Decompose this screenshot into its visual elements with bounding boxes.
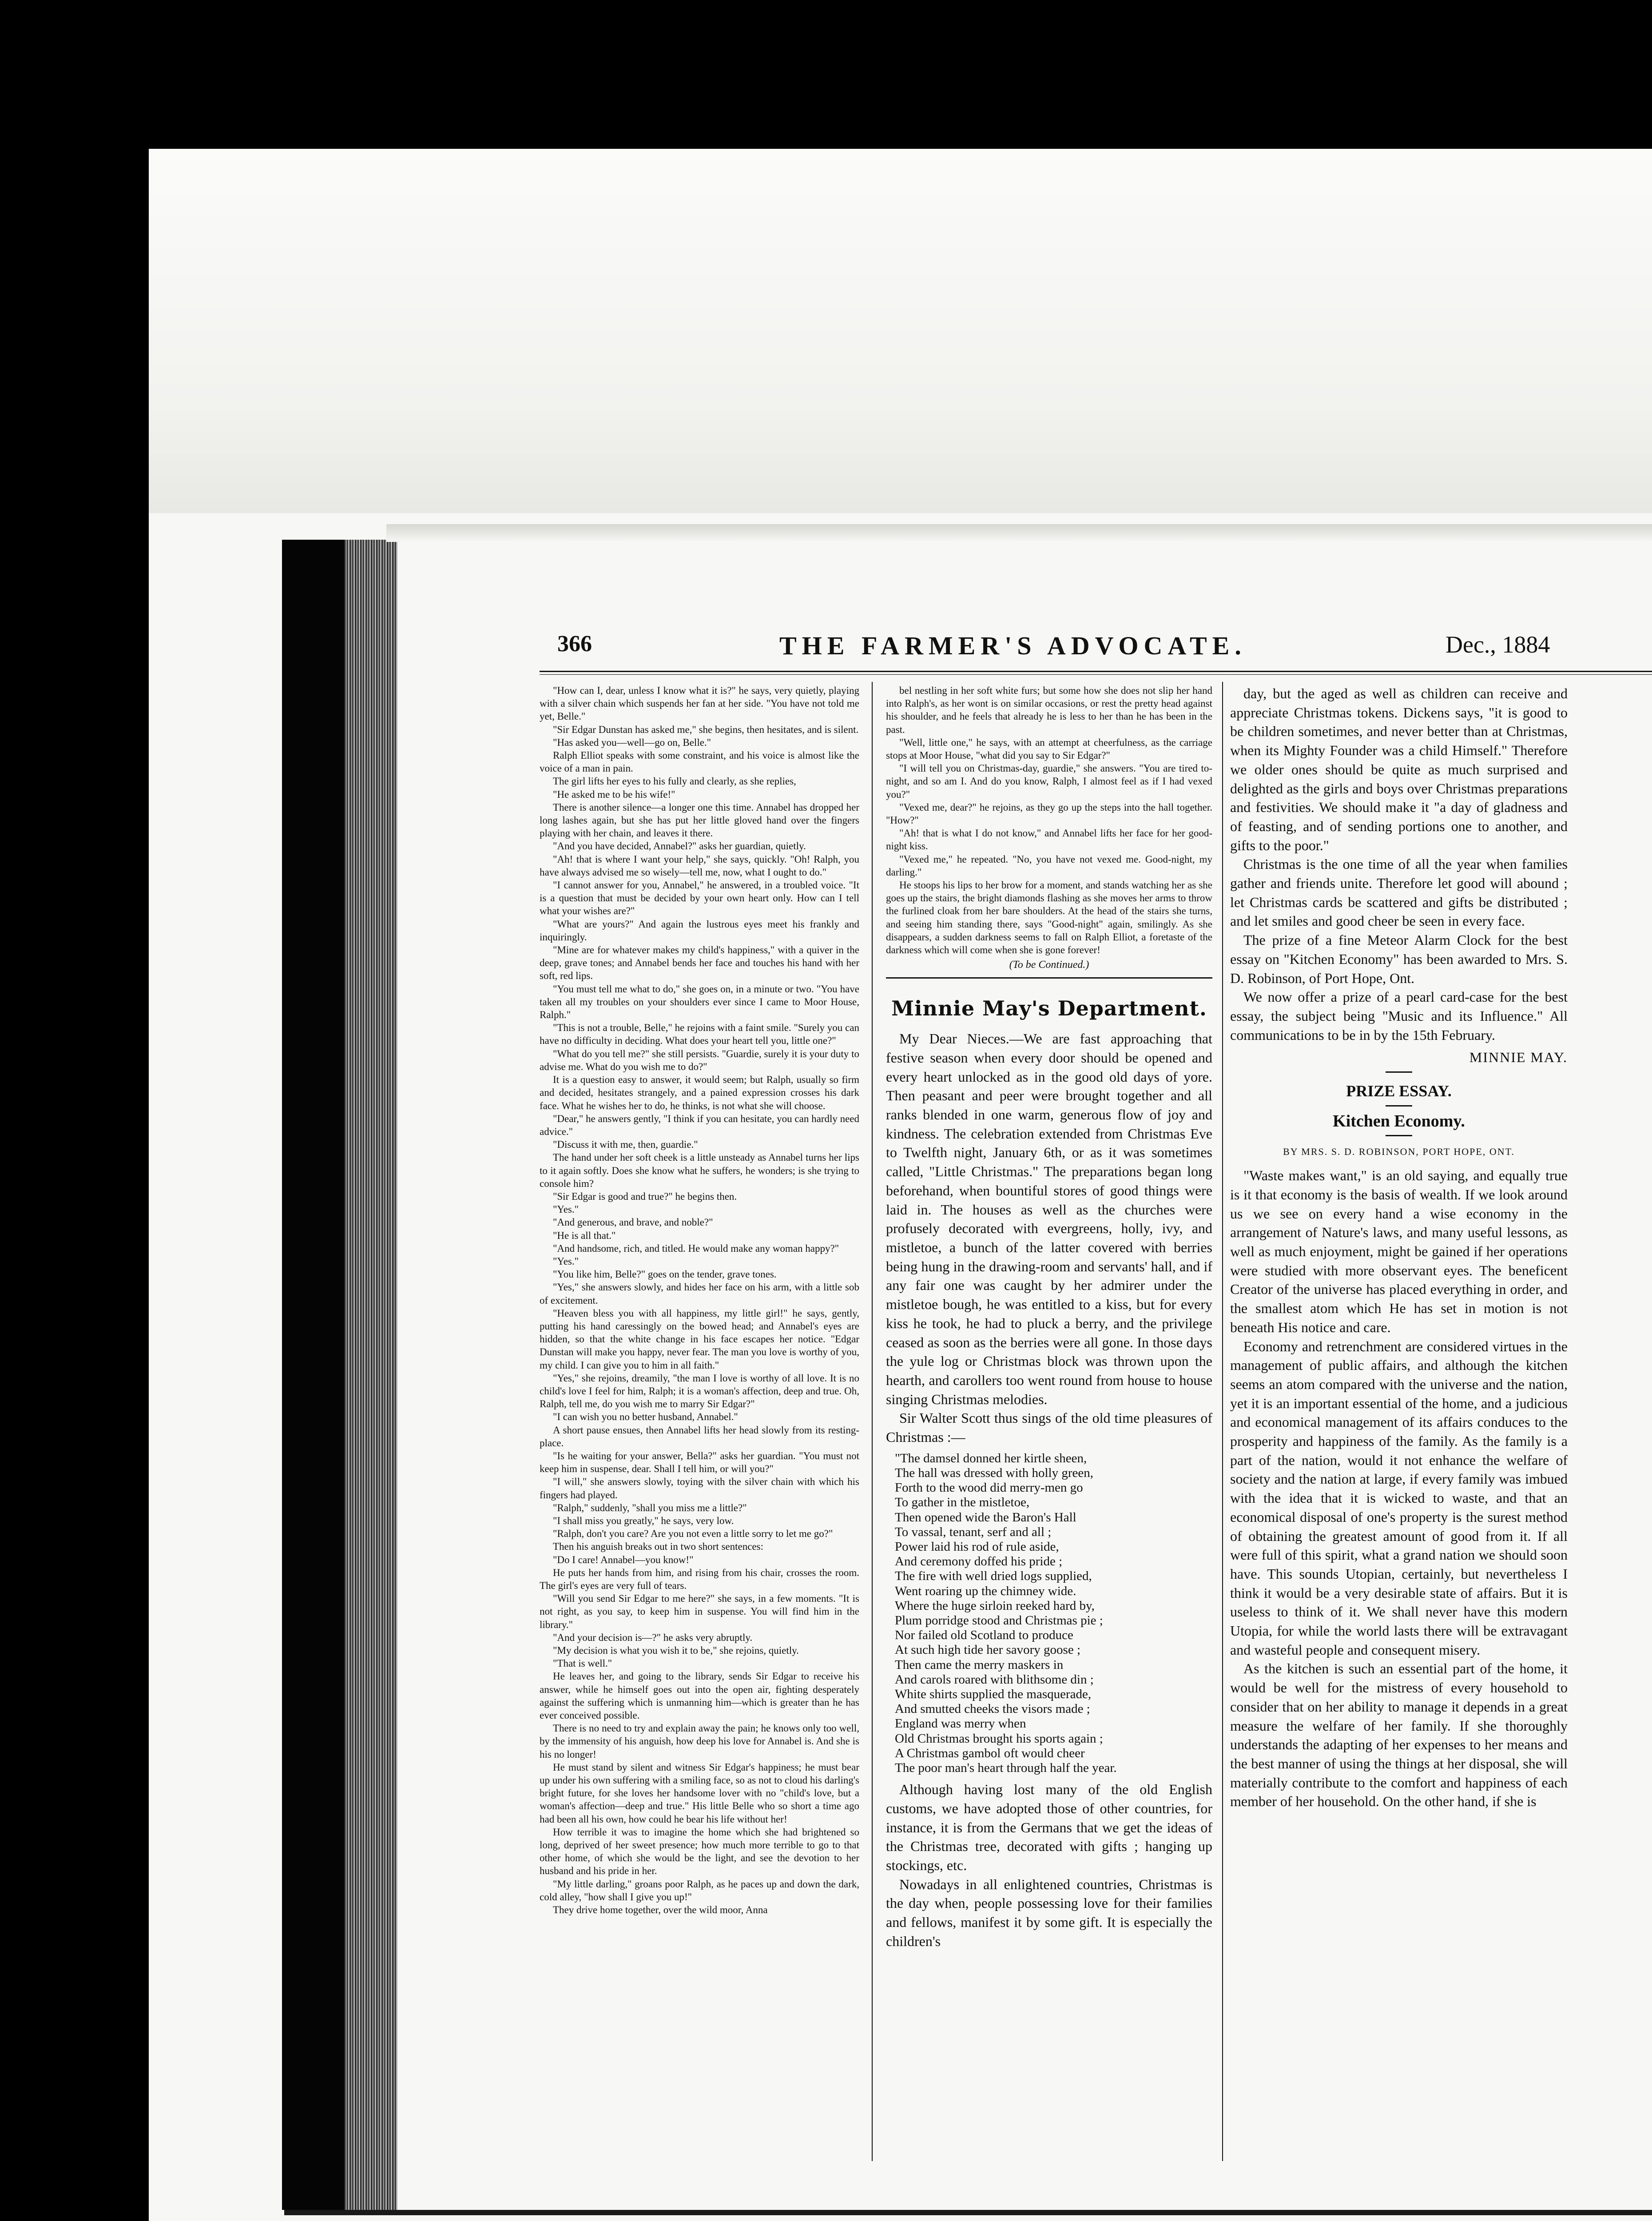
book-shadow [149,149,1652,513]
story-paragraph: "You must tell me what to do," she goes on, in a minute or two. "You have taken all my troubles on your shoulders ever since I came to Moor House, Ralph." [540,983,859,1021]
story-paragraph: It is a question easy to answer, it would seem; but Ralph, usually so firm and decided, hesitates strangely, and a pained expression crosses his dark face. What he wishes her to do, he thinks, is not what she will choose. [540,1074,859,1111]
page-top-edge [386,524,1652,542]
issue-date: Dec., 1884 [1446,631,1550,658]
page-header [557,631,1636,662]
poem-line: Old Christmas brought his sports again ; [895,1731,1103,1746]
story-paragraph: "And handsome, rich, and titled. He would make any woman happy?" [553,1242,839,1254]
story-paragraph: There is another silence—a longer one this time. Annabel has dropped her long lashes again, but she has put her little gloved hand over the fingers playing with her chain, and leaves it there. [540,801,859,839]
story-paragraph: "What are yours?" And again the lustrous eyes meet his frankly and inquiringly. [540,918,859,943]
department-title: Minnie May's Department. [891,996,1207,1021]
story-paragraph: "My little darling," groans poor Ralph, as he paces up and down the dark, cold alley, "how shall I give you up!" [540,1878,859,1903]
prize-heading: PRIZE ESSAY. [1346,1082,1452,1100]
story-paragraph: "Vexed me," he repeated. "No, you have not vexed me. Good-night, my darling." [886,853,1212,878]
poem-line: England was merry when [895,1716,1026,1731]
poem-line: A Christmas gambol oft would cheer [895,1746,1085,1760]
story-paragraph: The hand under her soft cheek is a little unsteady as Annabel turns her lips to it again softly. Does she know what he suffers, he wonders; is she trying to console him? [540,1152,859,1189]
poem-line: To gather in the mistletoe, [895,1495,1030,1510]
poem-line: At such high tide her savory goose ; [895,1643,1081,1657]
divider [1386,1071,1412,1073]
essay-paragraph: As the kitchen is such an essential part of the home, it would be well for the mistress of every household to consider that on her ability to manage it depends in a great measure the welfare of her family. If she thoroughly understands the adapting of her expenses to her means and the best manner of using the things at her disposal, she will materially contribute to the comfort and happiness of each member of her household. On the other hand, if she is [1230,1660,1568,1810]
letter-paragraph: day, but the aged as well as children can receive and appreciate Christmas tokens. Dickens says, "it is good to be children sometimes, and never better than at Christmas, when its Mighty Founder was a child Himself." Therefore we older ones should be quite as much surprised and delighted as the girls and boys over Christmas preparations and festivities. We should make it "a day of gladness and of feasting, and of sending portions one to another, and gifts to the poor." [1230,685,1568,853]
story-paragraph: The girl lifts her eyes to his fully and clearly, as she replies, [553,776,796,787]
story-paragraph: "I will," she answers slowly, toying with the silver chain with which his fingers had played. [540,1476,859,1501]
story-paragraph: "My decision is what you wish it to be," she rejoins, quietly. [553,1645,799,1656]
section-rule [886,977,1212,979]
letter-paragraph: Christmas is the one time of all the year when families gather and friends unite. Therefore let good will abound ; let Christmas cards be scattered and gifts be distributed ; and let smiles and good cheer be seen in every face. [1230,856,1568,929]
story-paragraph: "Dear," he answers gently, "I think if you can hesitate, you can hardly need advice." [540,1113,859,1137]
poem-line: The fire with well dried logs supplied, [895,1569,1092,1584]
continued-notice: (To be Continued.) [1009,959,1089,971]
story-paragraph: Then his anguish breaks out in two short sentences: [553,1541,763,1552]
story-paragraph: He must stand by silent and witness Sir Edgar's happiness; he must bear up under his own suffering with a smiling face, so as not to cloud his darling's bright future, for she loves her handsome lover with no "child's love, but a woman's affection—deep and true." His little Belle who so short a time ago had been all his own, how could he bear his life without her! [540,1761,859,1825]
story-paragraph: "How can I, dear, unless I know what it is?" he says, very quietly, playing with a silver chain which suspends her fan at her side. "You have not told me yet, Belle." [540,685,859,722]
poem-line: And carols roared with blithsome din ; [895,1672,1094,1687]
story-paragraph: "Discuss it with me, then, guardie." [553,1139,698,1150]
column-divider-2 [1222,682,1223,2161]
story-paragraph: "Is he waiting for your answer, Bella?" asks her guardian. "You must not keep him in suspense, dear. Shall I tell him, or will you?" [540,1450,859,1475]
story-paragraph: "Do I care! Annabel—you know!" [553,1554,694,1565]
story-paragraph: "Ah! that is where I want your help," she says, quickly. "Oh! Ralph, you have always advised me so wisely—tell me, now, what I ought to do." [540,853,859,878]
letter-paragraph: Sir Walter Scott thus sings of the old time pleasures of Christmas :— [886,1410,1212,1445]
poem-line: Power laid his rod of rule aside, [895,1539,1059,1554]
letter-paragraph: My Dear Nieces.—We are fast approaching that festive season when every door should be opened and every heart unlocked as in the good old days of yore. Then peasant and peer were brought together and all ranks blended in one warm, generous flow of joy and kindness. The celebration extended from Christmas Eve to Twelfth night, January 6th, or as it was sometimes called, "Little Christmas." The preparations began long beforehand, when bountiful stores of good things were laid in. The houses as well as the churches were profusely decorated with evergreens, holly, ivy, and mistletoe, a bunch of the latter covered with berries being hung in the drawing-room and servants' hall, and if any fair one was caught by her admirer under the mistletoe bough, he was entitled to a kiss, but for every kiss he took, he had to pluck a berry, and the privilege ceased as soon as the berries were all gone. In those days the yule log or Christmas block was thrown upon the hearth, and carollers too went round from house to house singing Christmas melodies. [886,1031,1212,1407]
masthead-title: THE FARMER'S ADVOCATE. [779,631,1247,660]
prize-essay-column [1230,684,1568,1811]
story-paragraph: Ralph Elliot speaks with some constraint, and his voice is almost like the voice of a man in pain. [540,750,859,774]
story-paragraph: "Mine are for whatever makes my child's happiness," with a quiver in the deep, grave tones; and Annabel bends her face and touches his hand with her soft, red lips. [540,944,859,982]
signature: MINNIE MAY. [1469,1049,1568,1066]
story-paragraph: "I shall miss you greatly," he says, very low. [553,1515,734,1526]
essay-paragraph: "Waste makes want," is an old saying, and equally true is it that economy is the basis of wealth. If we look around us we see on every hand a wise economy in the arrangement of Nature's laws, and many useful lessons, as well as much enjoyment, might be gained if her operations were studied with more observant eyes. The beneficent Creator of the universe has placed everything in order, and the smallest atom which He has set in motion is not beneath His notice and care. [1230,1167,1568,1335]
poem-line: Where the huge sirloin reeked hard by, [895,1598,1095,1613]
story-paragraph: "That is well." [553,1658,612,1669]
header-rule [540,671,1652,672]
page-number: 366 [557,631,592,657]
column-divider-1 [872,682,873,2161]
story-paragraph: "Yes." [553,1255,579,1267]
poem-line: And smutted cheeks the visors made ; [895,1702,1090,1716]
divider [1386,1105,1412,1107]
story-paragraph: He leaves her, and going to the library, sends Sir Edgar to receive his answer, while he himself goes out into the open air, fighting desperately against the suffering which is unmanning him—which is greater than he has ever conceived possible. [540,1671,859,1721]
story-paragraph: "And your decision is—?" he asks very abruptly. [553,1632,753,1643]
story-paragraph: He puts her hands from him, and rising from his chair, crosses the room. The girl's eyes are very full of tears. [540,1567,859,1592]
story-paragraph: "Ralph," suddenly, "shall you miss me a little?" [553,1502,747,1513]
poem-line: Then came the merry maskers in [895,1657,1064,1672]
story-paragraph: "Ah! that is what I do not know," and Annabel lifts her face for her good-night kiss. [886,828,1212,852]
story-paragraph: He stoops his lips to her brow for a moment, and stands watching her as she goes up the stairs, the bright diamonds flashing as she moves her arms to throw the furlined cloak from her bare shoulders. At the head of the stairs she turns, and seeing him standing there, says "Good-night" again, smilingly. As she disappears, a sudden darkness seems to fall on Ralph Elliot, a foretaste of the darkness which will come when she is gone forever! [886,880,1212,956]
poem-line: Nor failed old Scotland to produce [895,1628,1073,1643]
story-paragraph: A short pause ensues, then Annabel lifts her head slowly from its resting-place. [540,1424,859,1449]
story-paragraph: "You like him, Belle?" goes on the tender, grave tones. [553,1269,777,1280]
divider [1386,1135,1412,1136]
story-paragraph: "Has asked you—well—go on, Belle." [553,736,711,748]
story-paragraph: "I will tell you on Christmas-day, guardie," she answers. "You are tired to-night, and so am I. And do you know, Ralph, I almost feel as if I had vexed you?" [886,763,1212,800]
story-paragraph: "Well, little one," he says, with an attempt at cheerfulness, as the carriage stops at Moor House, "what did you say to Sir Edgar?" [886,736,1212,761]
page-edges [344,540,397,2210]
poem-line: To vassal, tenant, serf and all ; [895,1524,1052,1539]
story-paragraph: They drive home together, over the wild moor, Anna [553,1904,768,1916]
story-paragraph: "Yes," she answers slowly, and hides her face on his arm, with a little sob of excitement. [540,1282,859,1306]
letter-paragraph: We now offer a prize of a pearl card-case for the best essay, the subject being "Music and its Influence." All communications to be in by the 15th February. [1230,989,1568,1043]
story-paragraph: "Vexed me, dear?" he rejoins, as they go up the steps into the hall together. "How?" [886,801,1212,826]
minnie-may-column [886,684,1212,1951]
page-bottom-edge [284,2210,1652,2215]
story-column [540,684,859,1916]
poem-line: Forth to the wood did merry-men go [895,1481,1083,1495]
story-paragraph: "I cannot answer for you, Annabel," he answered, in a troubled voice. "It is a question that must be decided by your own heart only. How can I tell what your wishes are?" [540,880,859,917]
poem-line: Went roaring up the chimney wide. [895,1584,1076,1598]
poem-line: White shirts supplied the masquerade, [895,1687,1092,1701]
essay-paragraph: Economy and retrenchment are considered virtues in the management of public affairs, and although the kitchen seems an atom compared with the universe and the nation, yet it is an important essential of the home, and a judicious and economical management of its affairs conduces to the prosperity and happiness of the family. As the family is a part of the nation, would it not enhance the welfare of society and the nation at large, if every family was imbued with the idea that it is wicked to waste, and that an economical disposal of one's property is the surest method of obtaining the greatest amount of good from it. If all were full of this spirit, what a grand nation we should soon have. This sounds Utopian, certainly, but nevertheless I think it would be a very desirable state of affairs. But it is useless to think of it. We shall never have this modern Utopia, for while the world lasts there will be extravagant and wasteful people and consequent misery. [1230,1338,1568,1658]
story-paragraph: bel nestling in her soft white furs; but some how she does not slip her hand into Ralph's, as her wont is on similar occasions, or rest the pretty head against his shoulder, and he feels that already he is less to her than he has been in the past. [886,685,1212,735]
story-paragraph: "Sir Edgar is good and true?" he begins then. [553,1190,737,1202]
story-paragraph: "Ralph, don't you care? Are you not even a little sorry to let me go?" [553,1528,833,1540]
story-paragraph: "Heaven bless you with all happiness, my little girl!" he says, gently, putting his hand caressingly on the bowed head; and Annabel's eyes are hidden, so that the white change in his face escapes her notice. "Edgar Dunstan will make you happy, never fear. The man you love is worthy of you, my child. I can give you to him in all faith." [540,1307,859,1371]
book-spine [282,540,344,2210]
story-paragraph: "Sir Edgar Dunstan has asked me," she begins, then hesitates, and is silent. [553,724,859,735]
essay-title: Kitchen Economy. [1333,1111,1465,1130]
story-paragraph: "Yes." [553,1204,579,1215]
letter-paragraph: Nowadays in all enlightened countries, Christmas is the day when, people possessing love for their families and fellows, manifest it by some gift. It is especially the children's [886,1876,1212,1949]
story-paragraph: "I can wish you no better husband, Annabel." [553,1411,738,1423]
story-paragraph: "And generous, and brave, and noble?" [553,1217,713,1228]
letter-paragraph: The prize of a fine Meteor Alarm Clock for the best essay on "Kitchen Economy" has been awarded to Mrs. S. D. Robinson, of Port Hope, Ont. [1230,932,1568,986]
poem-line: The hall was dressed with holly green, [895,1465,1093,1480]
story-paragraph: How terrible it was to imagine the home which she had brightened so long, deprived of her sweet presence; how much more terrible to go to that other home, of which she would be the light, and see the devotion to her husband and his pride in her. [540,1826,859,1877]
story-paragraph: "This is not a trouble, Belle," he rejoins with a faint smile. "Surely you can have no difficulty in deciding. What does your heart tell you, little one?" [540,1022,859,1047]
story-paragraph: "Will you send Sir Edgar to me here?" she says, in a few moments. "It is not right, as you say, to keep him in suspense. You will find him in the library." [540,1593,859,1630]
poem-line: Then opened wide the Baron's Hall [895,1510,1076,1524]
essay-byline: BY MRS. S. D. ROBINSON, PORT HOPE, ONT. [1283,1146,1515,1158]
story-paragraph: There is no need to try and explain away the pain; he knows only too well, by the immensity of his anguish, how deep his love for Annabel is. And she is his no longer! [540,1723,859,1760]
story-paragraph: "What do you tell me?" she still persists. "Guardie, surely it is your duty to advise me. What do you wish me to do?" [540,1048,859,1072]
poem-line: The poor man's heart through half the year. [895,1761,1117,1775]
story-paragraph: "Yes," she rejoins, dreamily, "the man I love is worthy of all love. It is no child's love I feel for him, Ralph; it is a woman's affection, deep and true. Oh, Ralph, tell me, do you wish me to marry Sir Edgar?" [540,1372,859,1410]
story-paragraph: "He is all that." [553,1230,616,1241]
poem-line: Plum porridge stood and Christmas pie ; [895,1613,1103,1628]
poem-line: And ceremony doffed his pride ; [895,1554,1063,1569]
story-paragraph: "He asked me to be his wife!" [553,788,675,800]
poem-line: "The damsel donned her kirtle sheen, [895,1451,1087,1465]
story-paragraph: "And you have decided, Annabel?" asks her guardian, quietly. [553,840,806,852]
letter-paragraph: Although having lost many of the old English customs, we have adopted those of other countries, for instance, it is from the Germans that we get the ideas of the Christmas tree, decorated with gifts ; hanging up stockings, etc. [886,1781,1212,1874]
header-rule-thin [540,674,1652,675]
poem [895,1451,1212,1775]
